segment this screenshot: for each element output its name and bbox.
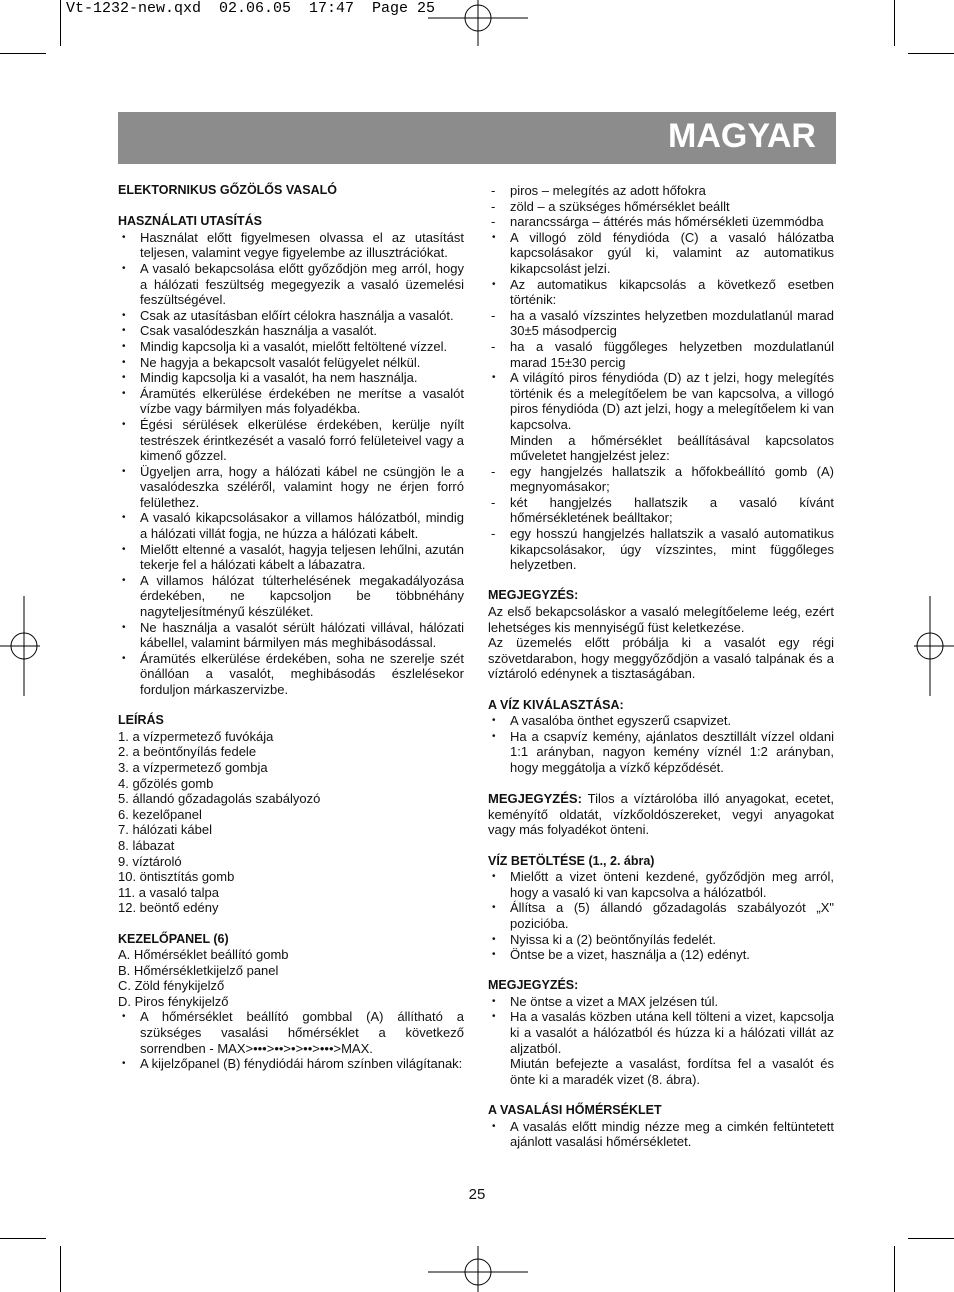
language-banner: [118, 112, 836, 164]
note-heading: MEGJEGYZÉS:: [488, 588, 579, 603]
dash-item: - zöld – a szükséges hőmérséklet beállt: [491, 198, 730, 214]
right-column: [488, 183, 834, 1150]
list-item: • Ha a vasalás közben utána kell tölteni a vizet, kapcsolja ki a vasalót a hálózatból és húzza ki a hálózati villát az aljzatból.: [492, 1009, 834, 1056]
list-item: • A világító piros fénydióda (D) az t jelzi, hogy melegítés történik és a melegítőelem be van kapcsolva, a villogó piros fénydióda (D) azt jelzi, hogy a melegítőelem ki van kapcsolva.: [492, 370, 834, 432]
registration-mark-right: [914, 596, 954, 696]
crop-mark: [894, 0, 895, 46]
panel-list-item: C. Zöld fénykijelző: [118, 978, 225, 994]
parts-list-item: 1. a vízpermetező fuvókája: [118, 728, 274, 744]
document-title: ELEKTORNIKUS GŐZÖLŐS VASALÓ: [118, 183, 337, 197]
dash-item: - két hangjelzés hallatszik a vasaló kívánt hőmérsékletének beálltakor;: [491, 494, 834, 526]
list-item-continuation: Miután befejezte a vasalást, fordítsa fel a vasalót és önte ki a maradék vizet (8. ábra).: [510, 1056, 834, 1087]
panel-list-item: A. Hőmérséklet beállító gomb: [118, 947, 289, 963]
parts-list-item: 2. a beöntőnyílás fedele: [118, 744, 257, 760]
parts-list-item: 7. hálózati kábel: [118, 822, 212, 838]
list-item: • Ne használja a vasalót sérült hálózati villával, hálózati kábellel, valamint bármilyen más meghibásodással.: [122, 619, 464, 651]
parts-list-item: 6. kezelőpanel: [118, 806, 202, 822]
crop-mark: [894, 1246, 895, 1292]
list-item: • Ha a csapvíz kemény, ajánlatos desztillált vízzel oldani 1:1 arányban, nagyon kemény víznél 1:2 arányban, hogy meggátolja a vízkő képződését.: [492, 728, 834, 775]
parts-list-item: 5. állandó gőzadagolás szabályozó: [118, 791, 321, 807]
list-item: • Mindig kapcsolja ki a vasalót, ha nem használja.: [122, 370, 418, 386]
list-item: • A vasaló kikapcsolásakor a villamos hálózatból, mindig a hálózati villát fogja, ne húzza a hálózati kábelt.: [122, 510, 464, 542]
list-item: • Ne öntse a vizet a MAX jelzésen túl.: [492, 993, 719, 1009]
list-item: • A villamos hálózat túlterhelésének megakadályozása érdekében, ne kapcsoljon be többnéhány nagyteljesítményű készüléket.: [122, 572, 464, 620]
list-item: • Nyissa ki a (2) beöntőnyílás fedelét.: [492, 931, 716, 947]
list-item: • Csak az utasításban előírt célokra használja a vasalót.: [122, 307, 454, 323]
dash-item: - ha a vasaló vízszintes helyzetben mozdulatlanúl marad 30±5 másodpercig: [491, 307, 834, 339]
parts-list-item: 11. a vasaló talpa: [118, 884, 219, 900]
list-item: • Ne hagyja a bekapcsolt vasalót felügyelet nélkül.: [122, 354, 421, 370]
section-heading-water-choice: A VÍZ KIVÁLASZTÁSA:: [488, 697, 624, 712]
section-heading-usage: HASZNÁLATI UTASÍTÁS: [118, 214, 262, 229]
note-text: Az első bekapcsoláskor a vasaló melegítőeleme leég, ezért lehetséges kis mennyiségű füst keletkezése.: [488, 604, 834, 635]
parts-list-item: 12. beöntő edény: [118, 900, 219, 916]
list-item: • Öntse be a vizet, használja a (12) edényt.: [492, 947, 750, 963]
registration-mark-top: [428, 0, 528, 46]
list-item: • Ügyeljen arra, hogy a hálózati kábel ne csüngjön le a vasalódeszka széléről, valamint hogy ne érjen forró felülethez.: [122, 463, 464, 510]
list-item: • Csak vasalódeszkán használja a vasalót.: [122, 323, 378, 339]
section-heading-water-fill: VÍZ BETÖLTÉSE (1., 2. ábra): [488, 853, 655, 868]
dash-item: - narancssárga – áttérés más hőmérsékleti üzemmódba: [491, 214, 824, 230]
registration-mark-left: [0, 596, 40, 696]
note-paragraph: [488, 791, 834, 838]
list-item-continuation: Minden a hőmérséklet beállításával kapcsolatos műveletet hangjelzést jelez:: [510, 432, 834, 464]
section-heading-control-panel: KEZELŐPANEL (6): [118, 931, 229, 946]
registration-mark-bottom: [428, 1246, 528, 1292]
parts-list-item: 3. a vízpermetező gombja: [118, 759, 268, 775]
banner-title: MAGYAR: [668, 117, 816, 155]
panel-list-item: B. Hőmérsékletkijelző panel: [118, 962, 279, 978]
dash-item: - ha a vasaló függőleges helyzetben mozdulatlanúl marad 15±30 percig: [491, 338, 834, 370]
list-item: • Áramütés elkerülése érdekében ne merítse a vasalót vízbe vagy bármilyen más folyadékba.: [122, 385, 464, 417]
list-item: • A kijelzőpanel (B) fénydiódái három színben világítanak:: [122, 1056, 463, 1072]
left-column: [118, 183, 464, 1072]
page-number: 25: [468, 1186, 486, 1203]
parts-list-item: 4. gőzölés gomb: [118, 775, 214, 791]
list-item: • Mielőtt a vizet önteni kezdené, győződjön meg arról, hogy a vasaló ki van kapcsolva a hálózatból.: [492, 869, 834, 900]
parts-list-item: 9. víztároló: [118, 853, 182, 869]
crop-mark: [60, 1246, 61, 1292]
list-item: • A vasalás előtt mindig nézze meg a cimkén feltüntetett ajánlott vasalási hőmérsékletet.: [492, 1118, 834, 1150]
note-heading: MEGJEGYZÉS:: [488, 791, 582, 807]
list-item: • A vasaló bekapcsolása előtt győződjön meg arról, hogy a hálózati feszültség megegyezik a vasaló üzemelési feszültségével.: [122, 260, 464, 308]
crop-mark: [0, 1238, 46, 1239]
crop-mark: [908, 1238, 954, 1239]
list-item: • Állítsa a (5) állandó gőzadagolás szabályozót „X" pozicióba.: [492, 900, 834, 931]
parts-list-item: 8. lábazat: [118, 837, 175, 853]
crop-mark: [60, 0, 61, 46]
list-item: • Mindig kapcsolja ki a vasalót, mielőtt feltöltené vízzel.: [122, 338, 448, 354]
panel-list-item: D. Piros fénykijelző: [118, 993, 229, 1009]
list-item: • Égési sérülések elkerülése érdekében, kerülje nyílt testrészek érintkezését a vasaló forró felületeivel vagy a kimenő gőzzel.: [122, 416, 464, 464]
section-heading-ironing-temperature: A VASALÁSI HŐMÉRSÉKLET: [488, 1103, 662, 1118]
dash-item: - piros – melegítés az adott hőfokra: [491, 183, 706, 198]
list-item: • Áramütés elkerülése érdekében, soha ne szerelje szét önállóan a vasalót, meghibásodás észlelésekor forduljon márkaszervizbe.: [122, 650, 464, 697]
list-item: • A vasalóba önthet egyszerű csapvizet.: [492, 713, 732, 729]
list-item: • Használat előtt figyelmesen olvassa el az utasítást teljesen, valamint vegye figyelembe az illusztrációkat.: [122, 229, 464, 261]
crop-mark: [908, 53, 954, 54]
note-heading: MEGJEGYZÉS:: [488, 978, 579, 993]
list-item: • A villogó zöld fénydióda (C) a vasaló hálózatba kapcsolásakor gyúl ki, valamint az automatikus kikapcsolást jelzi.: [492, 229, 834, 276]
file-header: Vt-1232-new.qxd 02.06.05 17:47 Page 25: [66, 0, 436, 17]
section-heading-description: LEÍRÁS: [118, 713, 164, 728]
list-item: • Az automatikus kikapcsolás a következő esetben történik:: [492, 276, 834, 308]
dash-item: - egy hosszú hangjelzés hallatszik a vasaló automatikus kikapcsolásakor, úgy vízszintes, mint függőleges helyzetben.: [491, 526, 834, 573]
list-item: • Mielőtt eltenné a vasalót, hagyja teljesen lehűlni, azután tekerje fel a hálózati kábelt a lábazatra.: [122, 541, 464, 573]
list-item: • A hőmérséklet beállító gombbal (A) állítható a szükséges vasalási hőmérséklet a következő sorrendben - MAX>•••>••>•>••>•••>MAX.: [122, 1009, 464, 1056]
parts-list-item: 10. öntisztítás gomb: [118, 869, 235, 885]
dash-item: - egy hangjelzés hallatszik a hőfokbeállító gomb (A) megnyomásakor;: [491, 463, 834, 495]
note-text: Az üzemelés előtt próbálja ki a vasalót egy régi szövetdarabon, hogy meggyőződjön a vasaló talpának és a víztároló edénynek a tisztaságában.: [488, 635, 834, 682]
crop-mark: [0, 53, 46, 54]
note-text: Tilos a víztárolóba illó anyagokat, ecetet, keményítő oldatát, vízkőoldószereket, vegyi anyagokat vagy más folyadékot önteni.: [488, 791, 834, 838]
